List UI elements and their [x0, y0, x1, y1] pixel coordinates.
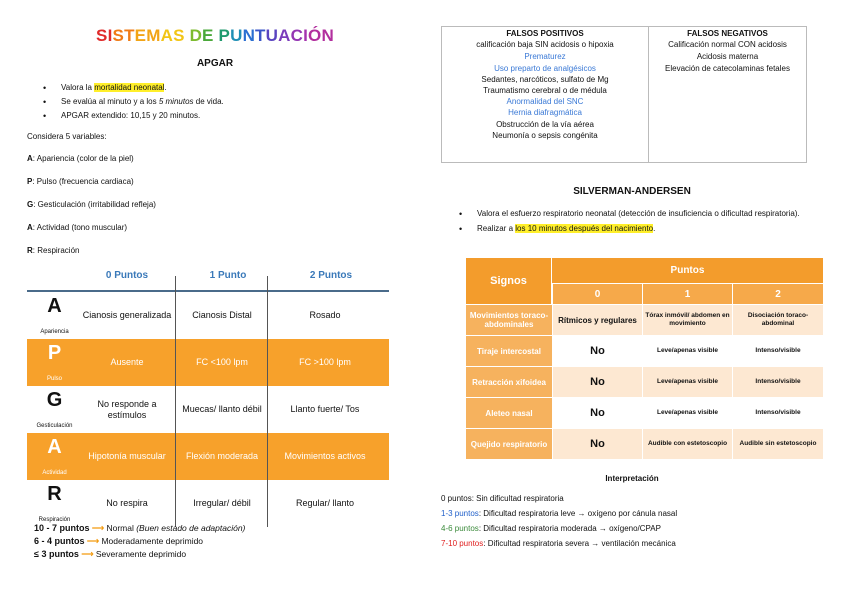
falsos-positivos-column [442, 28, 648, 163]
title-letter: T [255, 26, 266, 45]
bullet-item: • Realizar a los 10 minutos después del nacimiento. [441, 222, 831, 236]
sign-label: Tiraje intercostal [466, 335, 552, 366]
cell: No respira [106, 498, 148, 508]
table-row [27, 386, 389, 433]
apgar-bullets [25, 81, 425, 123]
title-letter: S [96, 26, 108, 45]
fn-item: Acidosis materna [696, 52, 759, 62]
cell: Llanto fuerte/ Tos [290, 404, 360, 414]
row-letter: A [47, 436, 62, 458]
fp-subheading: calificación baja SIN acidosis o hipoxia [476, 40, 614, 50]
row-sublabel: Actividad [42, 470, 67, 476]
title-letter: C [290, 26, 304, 45]
title-letter: U [230, 26, 243, 45]
cell: Audible sin estetoscopio [732, 428, 823, 459]
cell: Muecas/ llanto débil [182, 404, 262, 414]
apgar-heading: APGAR [196, 58, 234, 69]
legend-row: 10 - 7 puntos ⟶ Normal (Buen estado de adaptación) [34, 523, 246, 533]
sign-label: Aleteo nasal [466, 397, 552, 428]
cell: Hipotonía muscular [88, 451, 166, 461]
cell: Leve/apenas visible [642, 366, 732, 397]
cell: Cianosis generalizada [82, 310, 172, 320]
title-letter: I [303, 26, 309, 45]
row-sublabel: Respiración [38, 517, 71, 523]
cell: Rosado [309, 310, 341, 320]
falsos-negativos-column [649, 28, 806, 163]
variable-respiracion: R: Respiración [27, 246, 80, 255]
fp-list [442, 51, 648, 141]
cell: No [552, 335, 642, 366]
legend-row: 6 - 4 puntos ⟶ Moderadamente deprimido [34, 536, 204, 546]
title-letter: A [278, 26, 291, 45]
cell: FC >100 lpm [299, 357, 351, 367]
cell: Intenso/visible [732, 366, 823, 397]
interpretacion-heading: Interpretación [605, 474, 659, 483]
interp-row: 0 puntos: Sin dificultad respiratoria [441, 494, 564, 503]
fp-heading: FALSOS POSITIVOS [506, 29, 584, 38]
fp-item: Obstrucción de la vía aérea [496, 119, 594, 129]
bullet-item: • Valora el esfuerzo respiratorio neonatal (detección de insuficiencia o dificultad respiratoria). [441, 207, 831, 221]
cell: Irregular/ débil [193, 498, 251, 508]
title-letter: T [124, 26, 135, 45]
table-row [27, 433, 389, 480]
fn-heading: FALSOS NEGATIVOS [687, 29, 768, 38]
cell: Tórax inmóvil/ abdomen en movimiento [642, 304, 732, 335]
fp-item: Prematurez [524, 52, 566, 62]
cell: No [552, 397, 642, 428]
col-1-punto: 1 Punto [209, 270, 247, 281]
bullet-item: • APGAR extendido: 10,15 y 20 minutos. [25, 109, 425, 123]
cell: Rítmicos y regulares [552, 304, 642, 335]
variable-gesticulacion: G: Gesticulación (irritabilidad refleja) [27, 200, 156, 209]
fp-item: Neumonía o sepsis congénita [492, 130, 598, 140]
false-results-table [441, 26, 807, 163]
table-row [27, 339, 389, 386]
legend-row: ≤ 3 puntos ⟶ Severamente deprimido [34, 549, 187, 559]
title-letter: E [134, 26, 147, 45]
title-letter: Ó [308, 26, 322, 45]
page-title [0, 26, 430, 46]
title-letter: N [242, 26, 256, 45]
interp-row: 7-10 puntos: Dificultad respiratoria severa → ventilación mecánica [441, 539, 676, 548]
puntos-col-header: 0 [552, 284, 642, 304]
row-sublabel: Apariencia [40, 329, 69, 335]
title-letter: U [265, 26, 279, 45]
apgar-table-header [27, 262, 389, 292]
variable-actividad: A: Actividad (tono muscular) [27, 223, 128, 232]
fn-subheading: Calificación normal CON acidosis [668, 40, 787, 50]
interp-row: 1-3 puntos: Dificultad respiratoria leve → oxígeno por cánula nasal [441, 509, 678, 518]
cell: Ausente [110, 357, 144, 367]
title-letter: N [321, 26, 334, 45]
sign-label: Movimientos toraco-abdominales [466, 304, 552, 335]
fp-item: Hernia diafragmática [508, 108, 582, 118]
cell: Leve/apenas visible [642, 397, 732, 428]
sign-label: Quejido respiratorio [466, 428, 552, 459]
cell: Intenso/visible [732, 397, 823, 428]
fp-item: Anormalidad del SNC [506, 97, 584, 107]
signos-header: Signos [466, 258, 552, 304]
cell: No responde a estímulos [97, 398, 157, 420]
cell: Leve/apenas visible [642, 335, 732, 366]
cell: Movimientos activos [284, 451, 366, 461]
title-letter: I [107, 26, 113, 45]
considera-text: Considera 5 variables: [27, 132, 107, 141]
cell: No [552, 428, 642, 459]
table-row [27, 292, 389, 339]
row-letter: R [47, 483, 62, 505]
title-letter: P [218, 26, 231, 45]
title-letter: E [202, 26, 214, 45]
cell: FC <100 lpm [196, 357, 248, 367]
row-letter: P [47, 342, 62, 364]
title-letter: S [112, 26, 125, 45]
title-letter: A [160, 26, 174, 45]
cell: Regular/ llanto [295, 498, 355, 508]
cell: Flexión moderada [185, 451, 259, 461]
apgar-table [27, 262, 389, 523]
bullet-item: • Se evalúa al minuto y a los 5 minutos de vida. [25, 95, 425, 109]
table-row [27, 480, 389, 527]
puntos-header: Puntos [552, 258, 823, 284]
cell: Intenso/visible [732, 335, 823, 366]
row-sublabel: Gesticulación [36, 423, 73, 429]
silverman-table [466, 258, 823, 459]
bullet-item: • Valora la mortalidad neonatal. [25, 81, 425, 95]
col-2-puntos: 2 Puntos [309, 270, 353, 281]
fn-item: Elevación de catecolaminas fetales [665, 63, 790, 73]
puntos-col-header: 2 [732, 284, 823, 304]
row-sublabel: Pulso [46, 376, 62, 382]
cell: Cianosis Distal [192, 310, 252, 320]
puntos-col-header: 1 [642, 284, 732, 304]
silverman-heading: SILVERMAN-ANDERSEN [573, 186, 691, 197]
row-letter: G [46, 389, 63, 411]
title-letter: S [173, 26, 185, 45]
silverman-bullets [441, 207, 831, 236]
fp-item: Traumatismo cerebral o de médula [483, 86, 607, 96]
cell: Disociación toraco-abdominal [732, 304, 823, 335]
cell: No [552, 366, 642, 397]
title-letter: D [189, 26, 203, 45]
interp-row: 4-6 puntos: Dificultad respiratoria moderada → oxígeno/CPAP [441, 524, 661, 533]
sign-label: Retracción xifoidea [466, 366, 552, 397]
variable-apariencia: A: Apariencia (color de la piel) [27, 154, 134, 163]
row-letter: A [47, 295, 62, 317]
fp-item: Sedantes, narcóticos, sulfato de Mg [481, 74, 609, 84]
variable-pulso: P: Pulso (frecuencia cardiaca) [27, 177, 134, 186]
col-0-puntos: 0 Puntos [105, 270, 149, 281]
fp-item: Uso preparto de analgésicos [494, 63, 596, 73]
title-letter: M [146, 26, 161, 45]
cell: Audible con estetoscopio [642, 428, 732, 459]
